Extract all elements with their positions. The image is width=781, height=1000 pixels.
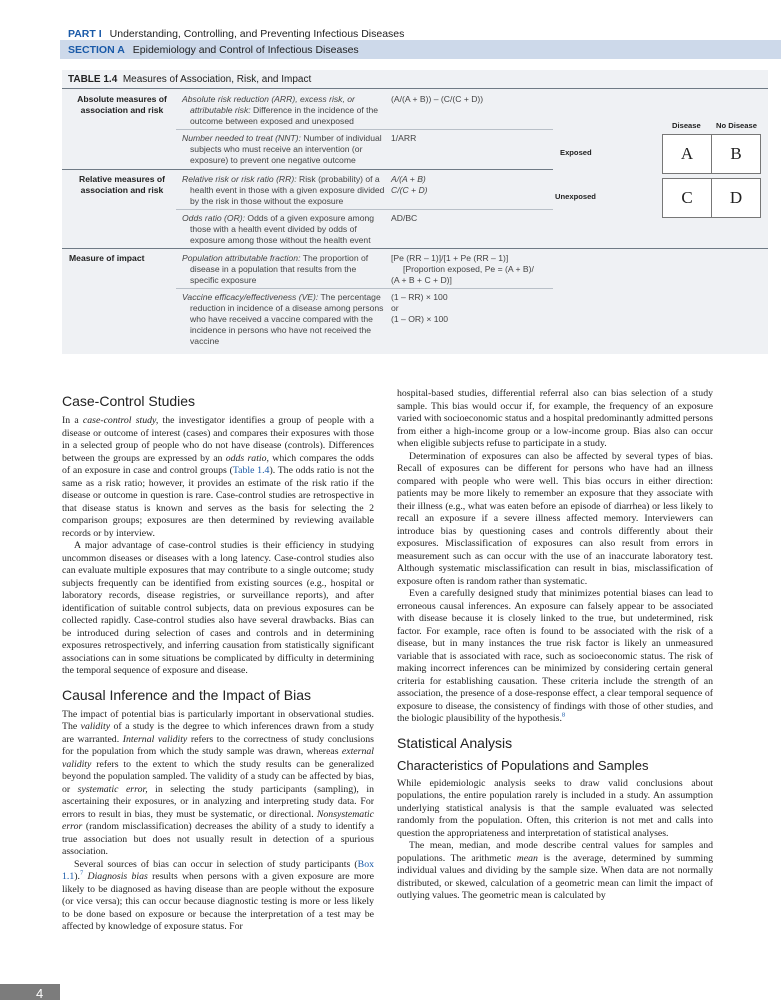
cell-d: D xyxy=(711,178,761,218)
cell-c: C xyxy=(662,178,712,218)
row-arr-desc: Absolute risk reduction (ARR), excess risk, or attributable risk: Difference in the incidence of the outcome between exposed and unexposed xyxy=(182,94,379,126)
row-nnt-desc: Number needed to treat (NNT): Number of individual subjects who must receive an intervention (or exposure) to prevent one negative outcome xyxy=(182,133,382,165)
row-or-desc: Odds ratio (OR): Odds of a given exposure among those with a health event divided by odds of exposure among those without the health event xyxy=(182,213,375,245)
heading-characteristics: Characteristics of Populations and Samples xyxy=(397,757,649,773)
table-1-4 xyxy=(62,70,768,354)
page-number: 4 xyxy=(0,984,60,1000)
category-relative: Relative measures of association and risk xyxy=(79,174,165,195)
heading-causal-inference: Causal Inference and the Impact of Bias xyxy=(62,686,312,703)
table-rule xyxy=(176,129,553,130)
table-number: TABLE 1.4 xyxy=(68,74,118,85)
row-paf-desc: Population attributable fraction: The proportion of disease in a population that results from the specific exposure xyxy=(182,253,369,285)
paragraph: The impact of potential bias is particularly important in observational studies. The validity of a study is the degree to which inferences drawn from a study are warranted. Internal validity refers to the correctness of study conclusions for the population from which the study sample was drawn, whereas external validity refers to the extent to which the study results can be generalized beyond the population sampled. The validity of a study can be affected by bias, or systematic error, in selecting the study participants (sampling), in ascertaining their exposures, or in analyzing and interpreting study data. For errors to result in bias, they must be systematic, or directional. Nonsystematic error (random misclassification) decreases the ability of a study to identify a true association but does not usually result in detection of a spurious association. xyxy=(62,708,374,857)
row-nnt-formula: 1/ARR xyxy=(391,133,417,143)
heading-case-control: Case-Control Studies xyxy=(62,393,196,409)
col-header-no-disease: No Disease xyxy=(716,121,757,130)
table-rule xyxy=(62,88,768,89)
row-ve-formula: (1 – RR) × 100 or (1 – OR) × 100 xyxy=(391,292,449,324)
left-column xyxy=(62,392,374,934)
row-header-unexposed: Unexposed xyxy=(555,192,596,201)
paragraph: While epidemiologic analysis seeks to draw valid conclusions about populations, the entire population rarely is included in a study. An assumption underlying statistical analysis is that the sample evaluated was selected randomly from the population. Often, this criterion is not met and calls into question the appropriateness and interpretation of statistical analyses. xyxy=(397,777,713,839)
row-rr-formula: A/(A + B) C/(C + D) xyxy=(391,174,428,195)
category-absolute: Absolute measures of association and risk xyxy=(77,94,167,115)
section-tag: SECTION A xyxy=(68,43,125,56)
row-paf-formula: [Pe (RR – 1)]/[1 + Pe (RR – 1)] [Proportion exposed, Pe = (A + B)/ (A + B + C + D)] xyxy=(391,253,534,285)
paragraph: Even a carefully designed study that minimizes potential biases can lead to erroneous causal inferences. An exposure can falsely appear to be associated with disease because it is closely linked to the true, but undetermined, risk factor. For example, race often is found to be associated with the risk of a disease, but in many instances the true risk factor is likely an unmeasured variable that is associated with race, such as socioeconomic status. The risk of making incorrect inferences can be minimized by considering certain general criteria for establishing causation. These criteria include the strength of an association, the presence of a dose-response effect, a clear temporal sequence of exposure to disease, the consistency of findings with those of other studies, and the biologic plausibility of the hypothesis.$^8$ xyxy=(397,588,713,724)
table-title-text: Measures of Association, Risk, and Impact xyxy=(122,74,312,85)
reference-link[interactable]: 7 xyxy=(79,869,84,877)
row-ve-desc: Vaccine efficacy/effectiveness (VE): The percentage reduction in incidence of a disease among persons who have received a vaccine compared with the incidence in persons who have not received the vaccine xyxy=(182,292,384,346)
col-header-disease: Disease xyxy=(672,121,701,130)
part-title: Understanding, Controlling, and Preventing Infectious Diseases xyxy=(109,27,405,40)
paragraph: A major advantage of case-control studies is their efficiency in studying uncommon diseases or diseases with a long latency. Case-control studies also can evaluate multiple exposures that may contribute to a single outcome; study subjects frequently can be identified from existing sources (e.g., hospital or laboratory records, disease registries, or surveillance reports), and after identification of suitable control subjects, data on previous exposures can be collected rapidly. Case-control studies also have several drawbacks. Bias can be introduced during selection of cases and controls and in determining exposures retrospectively, and inferring causation from statistically significant associations can in some situations be complicated by difficulty in determining the temporal sequence of exposure and disease. xyxy=(62,540,374,676)
heading-statistical-analysis: Statistical Analysis xyxy=(397,734,513,751)
contingency-grid xyxy=(552,115,762,225)
row-arr-formula: (A/(A + B)) – (C/(C + D)) xyxy=(391,94,484,104)
running-header-section xyxy=(60,40,781,59)
table-rule xyxy=(62,248,768,249)
part-tag: PART I xyxy=(68,27,102,40)
reference-link[interactable]: 8 xyxy=(561,711,566,719)
box-link[interactable]: Box 1.1 xyxy=(62,858,374,882)
row-or-formula: AD/BC xyxy=(391,213,418,223)
cell-b: B xyxy=(711,134,761,174)
row-header-exposed: Exposed xyxy=(560,148,592,157)
paragraph: The mean, median, and mode describe central values for samples and populations. The arithmetic mean is the average, determined by summing individual values and dividing by the sample size. When data are not normally distributed, or skewed, calculation of a geometric mean can limit the impact of outlying values. The geometric mean is calculated by xyxy=(397,840,713,901)
table-rule xyxy=(176,288,553,289)
category-impact: Measure of impact xyxy=(69,253,145,263)
table-link[interactable]: Table 1.4 xyxy=(232,465,270,476)
cell-a: A xyxy=(662,134,712,174)
paragraph: Several sources of bias can occur in selection of study participants (Box 1.1).$^7$ Diagnosis bias results when persons with a given exposure are more likely to be diagnosed as having disease than are people without the exposure (or vice versa); this can occur because diagnostic testing is more or less likely to be done based on exposure or because the interpretation of a test may be affected by knowledge of exposure status. For xyxy=(62,858,374,932)
paragraph: Determination of exposures can also be affected by several types of bias. Recall of exposures can be different for persons who have had an illness compared with people who were well. This bias occurs in either direction: patients may be more likely to remember an exposure that they associate with their illness (e.g., what was eaten before an episode of diarrhea) or less likely to recall an exposure if a severe illness affected memory. Interviewers can introduce bias by questioning cases and controls differently about their exposures. Misclassification of exposures can also result from errors in measurement such as can occur with the use of an inaccurate laboratory test. Although systematic misclassification can result in bias, misclassification of exposure often is random rather than systematic. xyxy=(397,450,713,587)
section-title: Epidemiology and Control of Infectious Diseases xyxy=(132,43,359,56)
table-rule xyxy=(176,209,553,210)
paragraph: In a case-control study, the investigator identifies a group of people with a disease or outcome of interest (cases) and compares their exposures with those in a selected group of people who do not have disease (controls). Differences between the groups are expressed by an odds ratio, which compares the odds of an exposure in case and control groups (Table 1.4). The odds ratio is not the same as a risk ratio; however, it provides an estimate of the risk ratio if the disease or outcome in question is rare. Case-control studies are retrospective in that disease status is known and serves as the basis for selecting the 2 comparison groups; exposures are then determined by reviewing available records or by interview. xyxy=(62,415,375,539)
table-title xyxy=(68,74,311,85)
right-column xyxy=(397,388,713,903)
table-rule xyxy=(62,169,553,170)
paragraph: hospital-based studies, differential referral also can bias selection of a study sample. This bias would occur if, for example, the frequency of an exposure varied with socioeconomic status and a hospital predominantly admitted persons from either a high-income group or a low-income group. Bias also can occur when eligible subjects refuse to participate in a study. xyxy=(397,388,713,449)
row-rr-desc: Relative risk or risk ratio (RR): Risk (probability) of a health event in those with a given exposure divided by the risk in those without the exposure xyxy=(182,174,385,206)
